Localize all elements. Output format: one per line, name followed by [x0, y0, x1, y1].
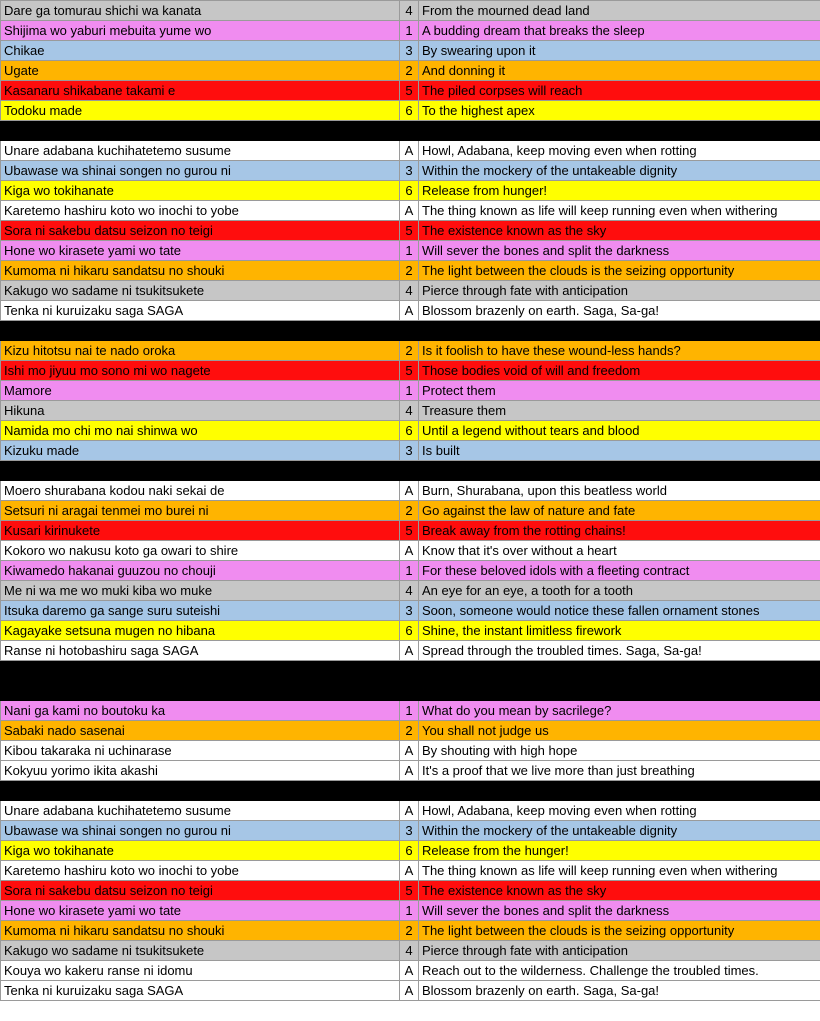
romaji-cell: Tenka ni kuruizaku saga SAGA [1, 301, 400, 321]
lyric-row [1, 181, 820, 201]
english-cell: Within the mockery of the untakeable dignity [419, 161, 820, 181]
romaji-cell: Sabaki nado sasenai [1, 721, 400, 741]
part-cell: 6 [400, 181, 419, 201]
romaji-cell: Ranse ni hotobashiru saga SAGA [1, 641, 400, 661]
romaji-cell: Nani ga kami no boutoku ka [1, 701, 400, 721]
part-cell: 2 [400, 721, 419, 741]
english-cell: Pierce through fate with anticipation [419, 941, 820, 961]
lyric-row [1, 601, 820, 621]
part-cell: A [400, 761, 419, 781]
english-cell: The existence known as the sky [419, 881, 820, 901]
romaji-cell: Mamore [1, 381, 400, 401]
romaji-cell: Kizu hitotsu nai te nado oroka [1, 341, 400, 361]
lyric-row [1, 741, 820, 761]
english-cell: Will sever the bones and split the darkness [419, 241, 820, 261]
part-cell: 1 [400, 701, 419, 721]
english-cell: Is built [419, 441, 820, 461]
section-divider [1, 461, 820, 481]
part-cell: 3 [400, 41, 419, 61]
lyric-row [1, 61, 820, 81]
romaji-cell: Kiga wo tokihanate [1, 841, 400, 861]
part-cell: A [400, 961, 419, 981]
lyric-row [1, 201, 820, 221]
english-cell: And donning it [419, 61, 820, 81]
romaji-cell: Ubawase wa shinai songen no gurou ni [1, 161, 400, 181]
lyric-row [1, 561, 820, 581]
lyric-row [1, 941, 820, 961]
english-cell: Until a legend without tears and blood [419, 421, 820, 441]
romaji-cell: Unare adabana kuchihatetemo susume [1, 141, 400, 161]
part-cell: 5 [400, 81, 419, 101]
part-cell: 4 [400, 401, 419, 421]
lyric-row [1, 21, 820, 41]
lyric-row [1, 801, 820, 821]
part-cell: 4 [400, 1, 419, 21]
divider-cell [400, 681, 419, 701]
part-cell: 2 [400, 261, 419, 281]
part-cell: 2 [400, 921, 419, 941]
english-cell: Release from hunger! [419, 181, 820, 201]
english-cell: Those bodies void of will and freedom [419, 361, 820, 381]
romaji-cell: Me ni wa me wo muki kiba wo muke [1, 581, 400, 601]
part-cell: 1 [400, 21, 419, 41]
part-cell: A [400, 741, 419, 761]
divider-cell [419, 781, 820, 801]
lyric-row [1, 821, 820, 841]
english-cell: The light between the clouds is the seizing opportunity [419, 261, 820, 281]
english-cell: Spread through the troubled times. Saga, Sa-ga! [419, 641, 820, 661]
english-cell: Reach out to the wilderness. Challenge the troubled times. [419, 961, 820, 981]
part-cell: 1 [400, 901, 419, 921]
divider-cell [1, 661, 400, 681]
part-cell: 1 [400, 241, 419, 261]
part-cell: 6 [400, 621, 419, 641]
romaji-cell: Ishi mo jiyuu mo sono mi wo nagete [1, 361, 400, 381]
english-cell: Within the mockery of the untakeable dignity [419, 821, 820, 841]
part-cell: A [400, 301, 419, 321]
english-cell: The existence known as the sky [419, 221, 820, 241]
part-cell: 2 [400, 341, 419, 361]
lyric-row [1, 221, 820, 241]
romaji-cell: Kumoma ni hikaru sandatsu no shouki [1, 921, 400, 941]
romaji-cell: Karetemo hashiru koto wo inochi to yobe [1, 201, 400, 221]
romaji-cell: Tenka ni kuruizaku saga SAGA [1, 981, 400, 1001]
english-cell: By swearing upon it [419, 41, 820, 61]
lyric-row [1, 961, 820, 981]
english-cell: Protect them [419, 381, 820, 401]
romaji-cell: Hone wo kirasete yami wo tate [1, 901, 400, 921]
lyric-row [1, 161, 820, 181]
lyric-row [1, 261, 820, 281]
lyric-row [1, 881, 820, 901]
english-cell: You shall not judge us [419, 721, 820, 741]
section-divider [1, 121, 820, 141]
english-cell: Blossom brazenly on earth. Saga, Sa-ga! [419, 301, 820, 321]
part-cell: 5 [400, 881, 419, 901]
section-divider [1, 781, 820, 801]
lyric-row [1, 641, 820, 661]
romaji-cell: Kiga wo tokihanate [1, 181, 400, 201]
divider-cell [1, 681, 400, 701]
section-divider [1, 681, 820, 701]
divider-cell [419, 681, 820, 701]
lyric-row [1, 581, 820, 601]
romaji-cell: Dare ga tomurau shichi wa kanata [1, 1, 400, 21]
divider-cell [400, 661, 419, 681]
romaji-cell: Sora ni sakebu datsu seizon no teigi [1, 221, 400, 241]
romaji-cell: Kumoma ni hikaru sandatsu no shouki [1, 261, 400, 281]
divider-cell [1, 321, 400, 341]
english-cell: Break away from the rotting chains! [419, 521, 820, 541]
part-cell: 6 [400, 101, 419, 121]
part-cell: 2 [400, 61, 419, 81]
part-cell: A [400, 541, 419, 561]
english-cell: Shine, the instant limitless firework [419, 621, 820, 641]
lyric-row [1, 421, 820, 441]
english-cell: From the mourned dead land [419, 1, 820, 21]
lyric-row [1, 501, 820, 521]
english-cell: An eye for an eye, a tooth for a tooth [419, 581, 820, 601]
lyric-row [1, 841, 820, 861]
english-cell: A budding dream that breaks the sleep [419, 21, 820, 41]
english-cell: By shouting with high hope [419, 741, 820, 761]
lyric-row [1, 381, 820, 401]
part-cell: 6 [400, 841, 419, 861]
romaji-cell: Kibou takaraka ni uchinarase [1, 741, 400, 761]
romaji-cell: Kakugo wo sadame ni tsukitsukete [1, 281, 400, 301]
lyric-row [1, 721, 820, 741]
part-cell: 6 [400, 421, 419, 441]
divider-cell [419, 461, 820, 481]
lyric-row [1, 621, 820, 641]
lyric-row [1, 981, 820, 1001]
section-divider [1, 321, 820, 341]
lyric-row [1, 301, 820, 321]
lyric-row [1, 81, 820, 101]
english-cell: Know that it's over without a heart [419, 541, 820, 561]
lyric-row [1, 521, 820, 541]
romaji-cell: Karetemo hashiru koto wo inochi to yobe [1, 861, 400, 881]
english-cell: What do you mean by sacrilege? [419, 701, 820, 721]
romaji-cell: Shijima wo yaburi mebuita yume wo [1, 21, 400, 41]
part-cell: A [400, 481, 419, 501]
lyric-row [1, 481, 820, 501]
english-cell: Soon, someone would notice these fallen ornament stones [419, 601, 820, 621]
english-cell: Is it foolish to have these wound-less hands? [419, 341, 820, 361]
english-cell: To the highest apex [419, 101, 820, 121]
romaji-cell: Todoku made [1, 101, 400, 121]
divider-cell [419, 661, 820, 681]
lyrics-table-body [1, 1, 820, 1001]
part-cell: A [400, 801, 419, 821]
part-cell: 3 [400, 601, 419, 621]
part-cell: 2 [400, 501, 419, 521]
english-cell: Treasure them [419, 401, 820, 421]
romaji-cell: Kouya wo kakeru ranse ni idomu [1, 961, 400, 981]
romaji-cell: Kiwamedo hakanai guuzou no chouji [1, 561, 400, 581]
lyric-row [1, 241, 820, 261]
english-cell: The light between the clouds is the seizing opportunity [419, 921, 820, 941]
part-cell: 3 [400, 441, 419, 461]
section-divider [1, 661, 820, 681]
english-cell: Howl, Adabana, keep moving even when rotting [419, 141, 820, 161]
divider-cell [400, 121, 419, 141]
lyric-row [1, 901, 820, 921]
part-cell: 4 [400, 941, 419, 961]
part-cell: A [400, 861, 419, 881]
part-cell: 1 [400, 381, 419, 401]
part-cell: 3 [400, 821, 419, 841]
lyric-row [1, 861, 820, 881]
lyric-row [1, 1, 820, 21]
part-cell: A [400, 981, 419, 1001]
lyric-row [1, 141, 820, 161]
english-cell: The thing known as life will keep running even when withering [419, 861, 820, 881]
romaji-cell: Kusari kirinukete [1, 521, 400, 541]
part-cell: 3 [400, 161, 419, 181]
divider-cell [1, 121, 400, 141]
romaji-cell: Unare adabana kuchihatetemo susume [1, 801, 400, 821]
lyric-row [1, 761, 820, 781]
part-cell: 5 [400, 221, 419, 241]
romaji-cell: Moero shurabana kodou naki sekai de [1, 481, 400, 501]
romaji-cell: Kakugo wo sadame ni tsukitsukete [1, 941, 400, 961]
romaji-cell: Kizuku made [1, 441, 400, 461]
english-cell: Blossom brazenly on earth. Saga, Sa-ga! [419, 981, 820, 1001]
romaji-cell: Hikuna [1, 401, 400, 421]
lyric-row [1, 441, 820, 461]
divider-cell [419, 321, 820, 341]
divider-cell [419, 121, 820, 141]
part-cell: 5 [400, 521, 419, 541]
lyric-row [1, 41, 820, 61]
romaji-cell: Setsuri ni aragai tenmei mo burei ni [1, 501, 400, 521]
romaji-cell: Chikae [1, 41, 400, 61]
english-cell: It's a proof that we live more than just breathing [419, 761, 820, 781]
english-cell: Go against the law of nature and fate [419, 501, 820, 521]
divider-cell [400, 461, 419, 481]
romaji-cell: Itsuka daremo ga sange suru suteishi [1, 601, 400, 621]
romaji-cell: Kokoro wo nakusu koto ga owari to shire [1, 541, 400, 561]
lyric-row [1, 361, 820, 381]
english-cell: Burn, Shurabana, upon this beatless world [419, 481, 820, 501]
part-cell: 5 [400, 361, 419, 381]
lyric-row [1, 701, 820, 721]
english-cell: The thing known as life will keep running even when withering [419, 201, 820, 221]
lyric-row [1, 341, 820, 361]
divider-cell [1, 461, 400, 481]
part-cell: 4 [400, 581, 419, 601]
romaji-cell: Kokyuu yorimo ikita akashi [1, 761, 400, 781]
lyric-row [1, 281, 820, 301]
english-cell: Will sever the bones and split the darkness [419, 901, 820, 921]
divider-cell [400, 321, 419, 341]
part-cell: A [400, 641, 419, 661]
romaji-cell: Namida mo chi mo nai shinwa wo [1, 421, 400, 441]
divider-cell [1, 781, 400, 801]
lyric-row [1, 921, 820, 941]
english-cell: For these beloved idols with a fleeting contract [419, 561, 820, 581]
romaji-cell: Kasanaru shikabane takami e [1, 81, 400, 101]
romaji-cell: Ubawase wa shinai songen no gurou ni [1, 821, 400, 841]
lyric-row [1, 401, 820, 421]
divider-cell [400, 781, 419, 801]
romaji-cell: Kagayake setsuna mugen no hibana [1, 621, 400, 641]
english-cell: Howl, Adabana, keep moving even when rotting [419, 801, 820, 821]
romaji-cell: Hone wo kirasete yami wo tate [1, 241, 400, 261]
lyric-row [1, 541, 820, 561]
english-cell: Pierce through fate with anticipation [419, 281, 820, 301]
part-cell: 4 [400, 281, 419, 301]
lyric-row [1, 101, 820, 121]
romaji-cell: Ugate [1, 61, 400, 81]
part-cell: 1 [400, 561, 419, 581]
english-cell: Release from the hunger! [419, 841, 820, 861]
english-cell: The piled corpses will reach [419, 81, 820, 101]
part-cell: A [400, 141, 419, 161]
part-cell: A [400, 201, 419, 221]
romaji-cell: Sora ni sakebu datsu seizon no teigi [1, 881, 400, 901]
